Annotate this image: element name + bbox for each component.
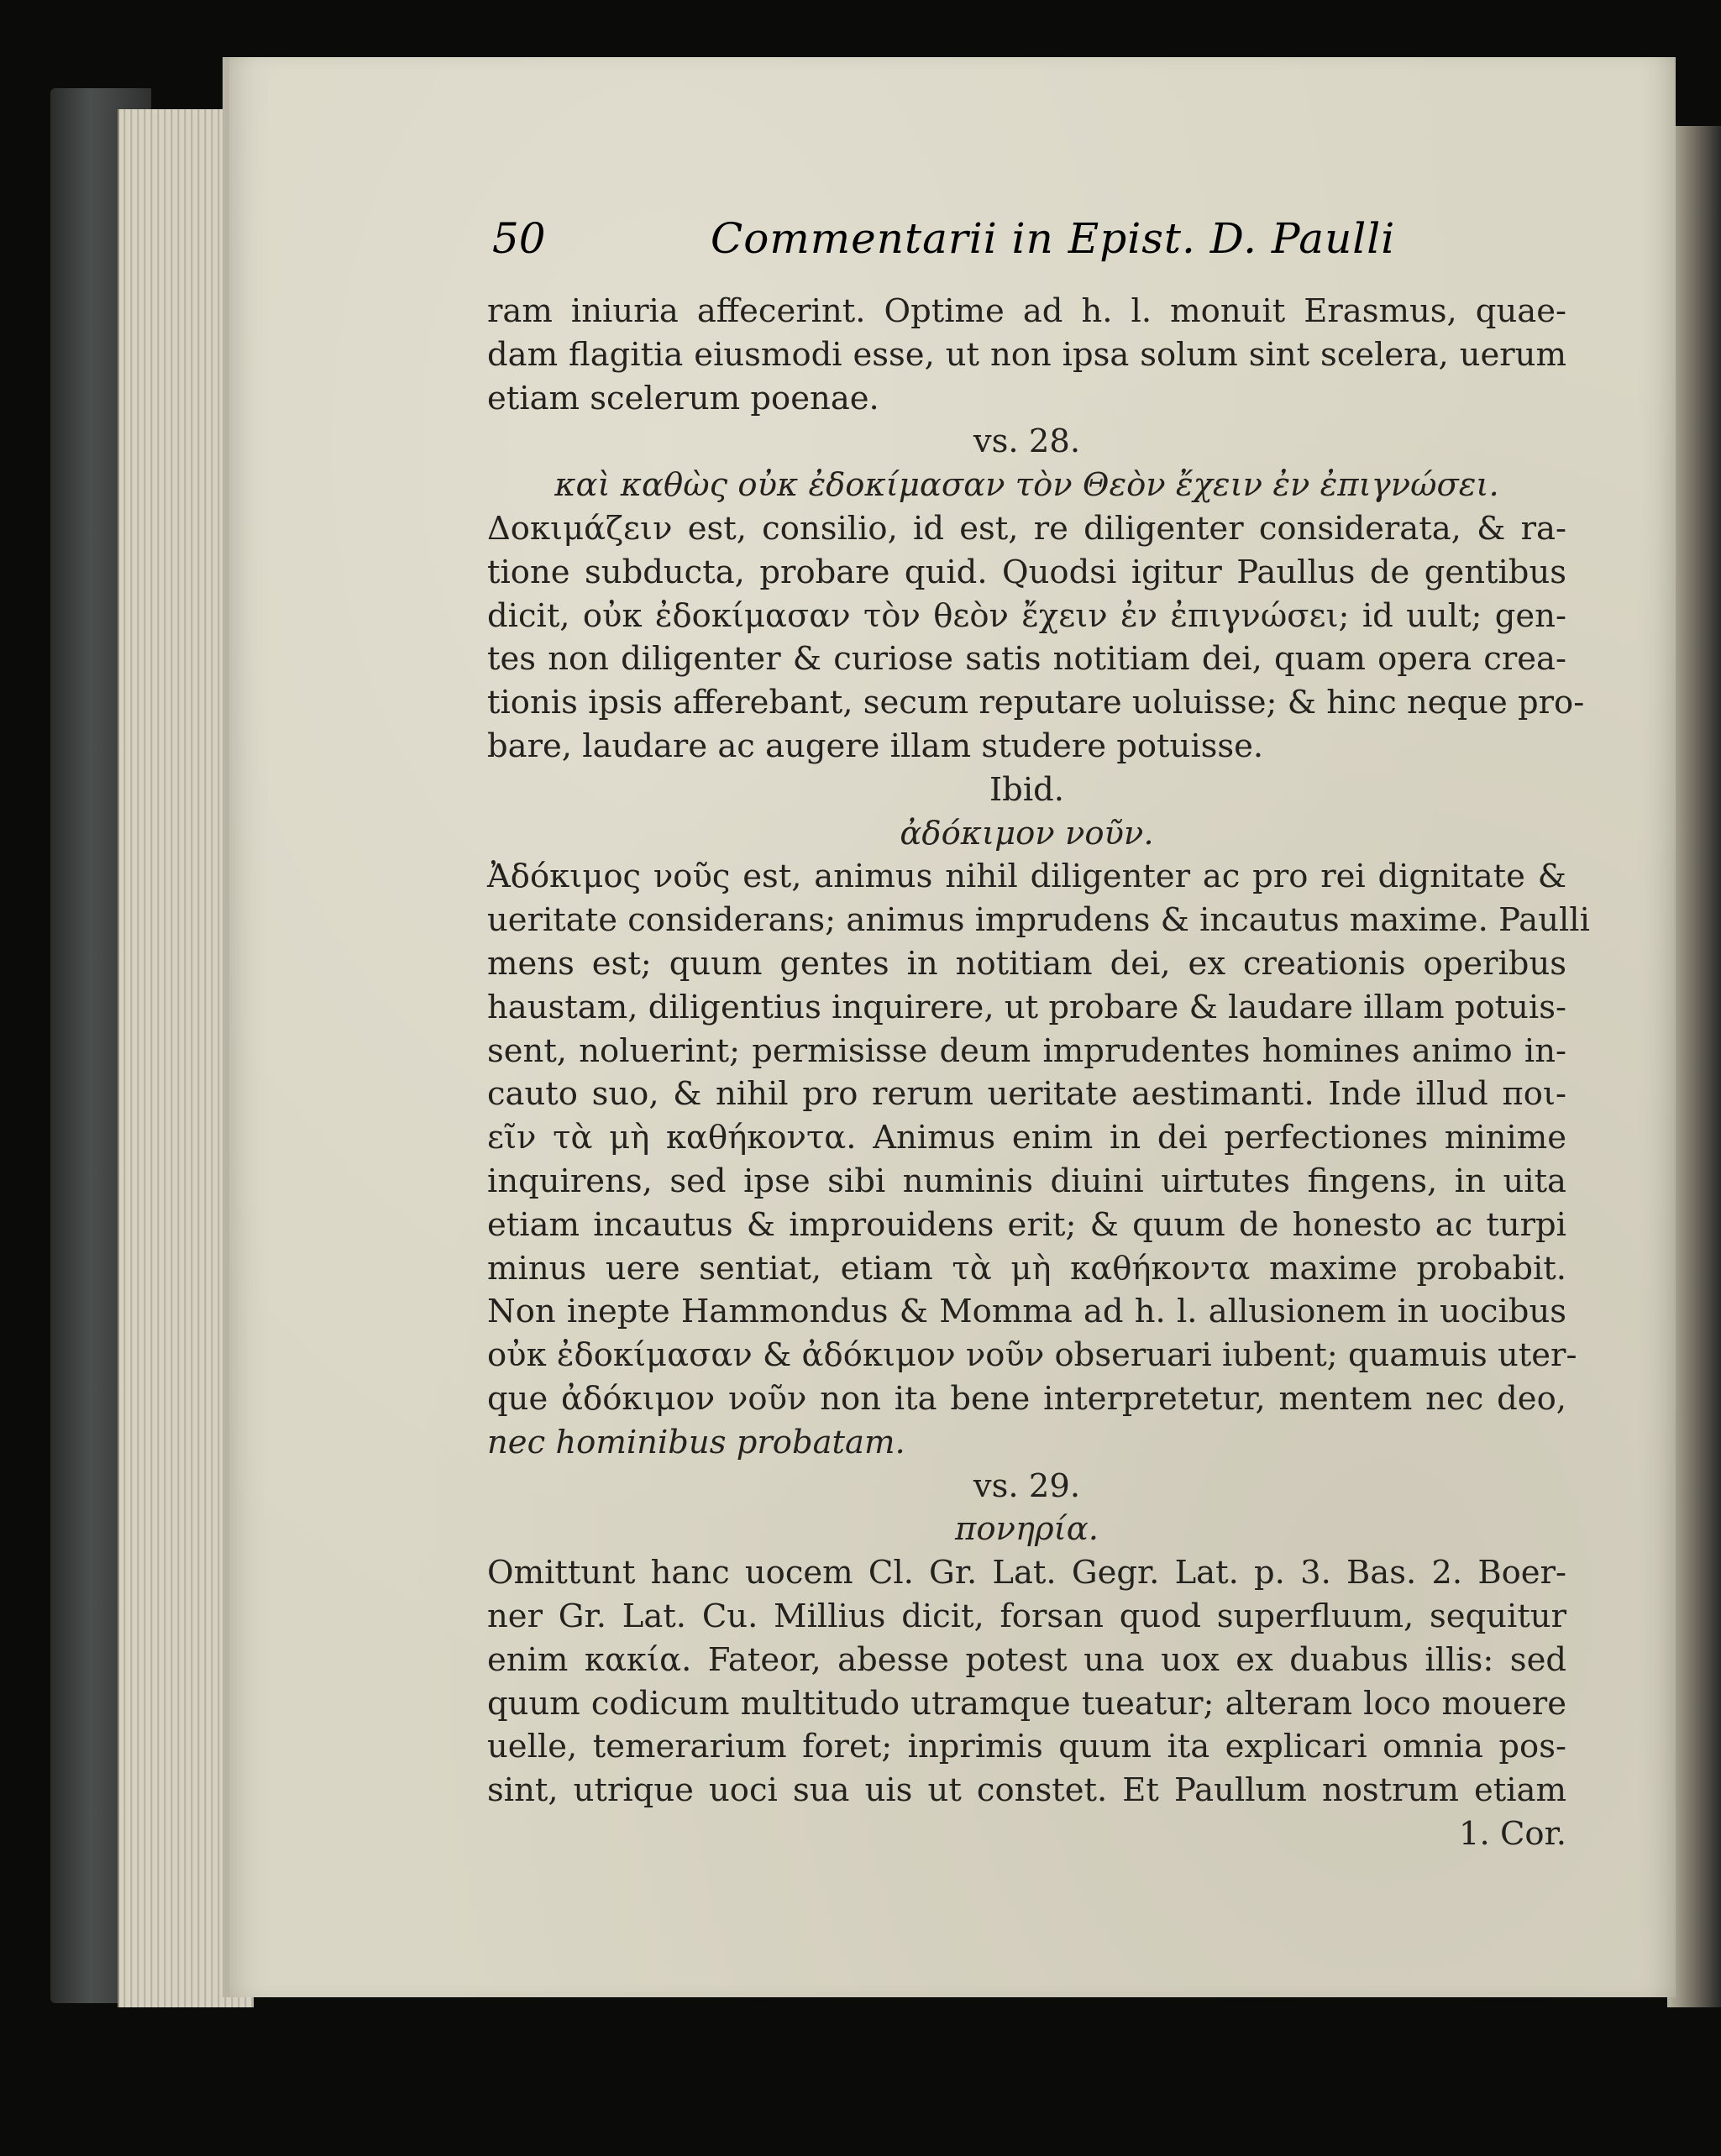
- text-line: ram iniuria affecerint. Optime ad h. l. monuit Erasmus, quae-: [487, 292, 1566, 330]
- page-gutter: [223, 57, 229, 1997]
- text-line: dam flagitia eiusmodi esse, ut non ipsa solum sint scelera, uerum: [487, 335, 1566, 374]
- text-line: tione subducta, probare quid. Quodsi igitur Paullus de gentibus: [487, 553, 1566, 591]
- text-line: καὶ καθὼς οὐκ ἐδοκίμασαν τὸν Θεὸν ἔχειν ἐν ἐπιγνώσει.: [554, 466, 1499, 505]
- text-line: sent, noluerint; permisisse deum imprudentes homines animo in-: [487, 1031, 1566, 1070]
- text-line: ἀδόκιμον νοῦν.: [900, 814, 1154, 852]
- text-line: inquirens, sed ipse sibi numinis diuini uirtutes fingens, in uita: [487, 1162, 1566, 1200]
- text-line: ueritate considerans; animus imprudens & incautus maxime. Paulli: [487, 901, 1590, 940]
- text-line: Δοκιμάζειν est, consilio, id est, re diligenter considerata, & ra-: [487, 509, 1566, 548]
- text-line: etiam scelerum poenae.: [487, 379, 879, 417]
- text-line: enim κακία. Fateor, abesse potest una uox ex duabus illis: sed: [487, 1640, 1566, 1679]
- text-line: οὐκ ἐδοκίμασαν & ἀδόκιμον νοῦν obseruari iubent; quamuis uter-: [487, 1336, 1577, 1375]
- text-line: que ἀδόκιμον νοῦν non ita bene interpretetur, mentem nec deo,: [487, 1379, 1566, 1418]
- text-line: bare, laudare ac augere illam studere potuisse.: [487, 727, 1264, 765]
- text-line: 1. Cor.: [1458, 1814, 1566, 1853]
- page-number: 50: [492, 214, 546, 263]
- body-text: [487, 290, 1590, 1856]
- text-line: dicit, οὐκ ἐδοκίμασαν τὸν θεὸν ἔχειν ἐν ἐπιγνώσει; id uult; gen-: [487, 596, 1566, 635]
- text-line: vs. 28.: [973, 422, 1081, 461]
- text-line: nec hominibus probatam.: [487, 1423, 905, 1461]
- text-line: Ibid.: [989, 770, 1065, 809]
- text-line: mens est; quum gentes in notitiam dei, ex creationis operibus: [487, 944, 1566, 983]
- text-line: haustam, diligentius inquirere, ut probare & laudare illam potuis-: [487, 988, 1566, 1026]
- text-line: Non inepte Hammondus & Momma ad h. l. allusionem in uocibus: [487, 1293, 1566, 1331]
- text-line: quum codicum multitudo utramque tueatur; alteram loco mouere: [487, 1684, 1566, 1723]
- running-head: Commentarii in Epist. D. Paulli: [711, 214, 1396, 263]
- page-header: [492, 214, 1618, 273]
- text-line: tes non diligenter & curiose satis notitiam dei, quam opera crea-: [487, 640, 1566, 679]
- text-line: Ἀδόκιμος νοῦς est, animus nihil diligenter ac pro rei dignitate &: [487, 858, 1566, 896]
- text-line: πονηρία.: [955, 1510, 1099, 1549]
- text-line: εῖν τὰ μὴ καθήκοντα. Animus enim in dei perfectiones minime: [487, 1119, 1566, 1157]
- text-line: Omittunt hanc uocem Cl. Gr. Lat. Gegr. Lat. p. 3. Bas. 2. Boer-: [487, 1554, 1566, 1592]
- text-line: sint, utrique uoci sua uis ut constet. Et Paullum nostrum etiam: [487, 1771, 1566, 1810]
- text-line: vs. 29.: [973, 1466, 1081, 1505]
- text-line: ner Gr. Lat. Cu. Millius dicit, forsan quod superfluum, sequitur: [487, 1597, 1566, 1635]
- text-line: uelle, temerarium foret; inprimis quum ita explicari omnia pos-: [487, 1728, 1566, 1766]
- text-line: minus uere sentiat, etiam τὰ μὴ καθήκοντα maxime probabit.: [487, 1249, 1566, 1288]
- text-line: etiam incautus & improuidens erit; & quum de honesto ac turpi: [487, 1205, 1566, 1244]
- text-line: cauto suo, & nihil pro rerum ueritate aestimanti. Inde illud ποι-: [487, 1075, 1566, 1114]
- text-line: tionis ipsis afferebant, secum reputare uoluisse; & hinc neque pro-: [487, 684, 1585, 722]
